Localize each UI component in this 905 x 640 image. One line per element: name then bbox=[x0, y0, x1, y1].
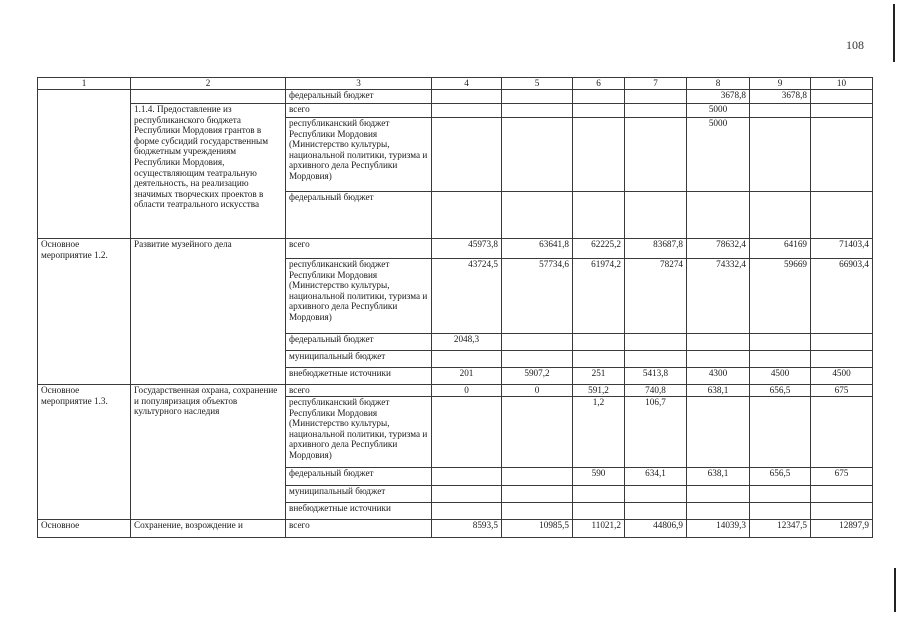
value-cell bbox=[502, 334, 573, 351]
value-cell bbox=[811, 192, 873, 239]
source-cell: всего bbox=[286, 520, 432, 538]
value-cell: 45973,8 bbox=[432, 239, 502, 259]
value-cell bbox=[502, 104, 573, 118]
value-cell bbox=[750, 397, 811, 468]
header-cell: 5 bbox=[502, 78, 573, 90]
value-cell: 44806,9 bbox=[625, 520, 687, 538]
value-cell: 74332,4 bbox=[687, 259, 750, 334]
value-cell bbox=[687, 192, 750, 239]
value-cell bbox=[432, 118, 502, 192]
value-cell bbox=[502, 468, 573, 486]
scan-artifact-top-right bbox=[893, 4, 895, 62]
value-cell bbox=[573, 334, 625, 351]
value-cell bbox=[750, 104, 811, 118]
header-cell: 9 bbox=[750, 78, 811, 90]
table-row bbox=[38, 385, 873, 397]
value-cell: 201 bbox=[432, 368, 502, 385]
value-cell: 656,5 bbox=[750, 468, 811, 486]
value-cell: 2048,3 bbox=[432, 334, 502, 351]
source-cell: муниципальный бюджет bbox=[286, 351, 432, 368]
value-cell bbox=[811, 503, 873, 520]
value-cell bbox=[573, 90, 625, 104]
value-cell: 4500 bbox=[811, 368, 873, 385]
value-cell: 5000 bbox=[687, 118, 750, 192]
value-cell bbox=[625, 192, 687, 239]
value-cell bbox=[687, 486, 750, 503]
value-cell: 43724,5 bbox=[432, 259, 502, 334]
value-cell: 591,2 bbox=[573, 385, 625, 397]
value-cell bbox=[687, 397, 750, 468]
value-cell: 638,1 bbox=[687, 385, 750, 397]
value-cell: 0 bbox=[502, 385, 573, 397]
scan-artifact-right-edge bbox=[894, 568, 896, 612]
source-cell: внебюджетные источники bbox=[286, 503, 432, 520]
activity-cell: 1.1.4. Предоставление из республиканского бюджета Республики Мордовия грантов в форме субсидий государственным бюджетным учреждениям Республики Мордовия, осуществляющим театральную деятельность, на реализацию значимых творческих проектов в области театрального искусства bbox=[131, 104, 286, 239]
value-cell bbox=[750, 486, 811, 503]
value-cell: 5000 bbox=[687, 104, 750, 118]
activity-cell bbox=[131, 90, 286, 104]
value-cell bbox=[573, 503, 625, 520]
activity-cell: Сохранение, возрождение и bbox=[131, 520, 286, 538]
value-cell bbox=[432, 351, 502, 368]
value-cell bbox=[573, 118, 625, 192]
value-cell bbox=[432, 397, 502, 468]
value-cell: 3678,8 bbox=[750, 90, 811, 104]
table-row bbox=[38, 104, 873, 118]
value-cell: 5907,2 bbox=[502, 368, 573, 385]
source-cell: республиканский бюджет Республики Мордовия (Министерство культуры, национальной политики, туризма и архивного дела Республики Мордовия) bbox=[286, 118, 432, 192]
value-cell: 63641,8 bbox=[502, 239, 573, 259]
value-cell bbox=[750, 334, 811, 351]
value-cell bbox=[432, 192, 502, 239]
source-cell: федеральный бюджет bbox=[286, 334, 432, 351]
value-cell bbox=[573, 351, 625, 368]
value-cell bbox=[573, 104, 625, 118]
value-cell: 10985,5 bbox=[502, 520, 573, 538]
value-cell bbox=[750, 351, 811, 368]
value-cell bbox=[687, 351, 750, 368]
value-cell: 740,8 bbox=[625, 385, 687, 397]
value-cell: 64169 bbox=[750, 239, 811, 259]
source-cell: республиканский бюджет Республики Мордовия (Министерство культуры, национальной политики, туризма и архивного дела Республики Мордовия) bbox=[286, 259, 432, 334]
value-cell bbox=[687, 503, 750, 520]
value-cell bbox=[625, 90, 687, 104]
source-cell: муниципальный бюджет bbox=[286, 486, 432, 503]
event-cell: Основное мероприятие 1.3. bbox=[38, 385, 131, 520]
value-cell bbox=[625, 351, 687, 368]
value-cell bbox=[811, 351, 873, 368]
activity-cell: Государственная охрана, сохранение и популяризация объектов культурного наследия bbox=[131, 385, 286, 520]
value-cell: 83687,8 bbox=[625, 239, 687, 259]
value-cell bbox=[625, 118, 687, 192]
header-cell: 10 bbox=[811, 78, 873, 90]
value-cell: 656,5 bbox=[750, 385, 811, 397]
value-cell bbox=[625, 104, 687, 118]
source-cell: федеральный бюджет bbox=[286, 468, 432, 486]
value-cell bbox=[750, 503, 811, 520]
value-cell bbox=[625, 486, 687, 503]
source-cell: федеральный бюджет bbox=[286, 90, 432, 104]
source-cell: внебюджетные источники bbox=[286, 368, 432, 385]
value-cell bbox=[750, 118, 811, 192]
value-cell: 78632,4 bbox=[687, 239, 750, 259]
value-cell: 59669 bbox=[750, 259, 811, 334]
value-cell bbox=[625, 503, 687, 520]
value-cell: 0 bbox=[432, 385, 502, 397]
value-cell bbox=[502, 503, 573, 520]
value-cell bbox=[502, 192, 573, 239]
value-cell: 14039,3 bbox=[687, 520, 750, 538]
value-cell: 71403,4 bbox=[811, 239, 873, 259]
value-cell: 251 bbox=[573, 368, 625, 385]
value-cell bbox=[432, 468, 502, 486]
event-cell: Основное bbox=[38, 520, 131, 538]
value-cell bbox=[625, 334, 687, 351]
value-cell: 57734,6 bbox=[502, 259, 573, 334]
source-cell: всего bbox=[286, 385, 432, 397]
page-number: 108 bbox=[846, 38, 864, 52]
event-cell: Основное мероприятие 1.2. bbox=[38, 239, 131, 385]
value-cell: 12347,5 bbox=[750, 520, 811, 538]
value-cell: 66903,4 bbox=[811, 259, 873, 334]
value-cell bbox=[432, 104, 502, 118]
value-cell bbox=[432, 90, 502, 104]
value-cell bbox=[573, 486, 625, 503]
table-row bbox=[38, 239, 873, 259]
value-cell: 12897,9 bbox=[811, 520, 873, 538]
value-cell bbox=[573, 192, 625, 239]
value-cell: 106,7 bbox=[625, 397, 687, 468]
value-cell: 590 bbox=[573, 468, 625, 486]
header-cell: 1 bbox=[38, 78, 131, 90]
value-cell bbox=[811, 90, 873, 104]
value-cell bbox=[687, 334, 750, 351]
value-cell bbox=[502, 351, 573, 368]
value-cell: 8593,5 bbox=[432, 520, 502, 538]
value-cell bbox=[432, 503, 502, 520]
source-cell: всего bbox=[286, 104, 432, 118]
value-cell: 78274 bbox=[625, 259, 687, 334]
source-cell: федеральный бюджет bbox=[286, 192, 432, 239]
value-cell: 3678,8 bbox=[687, 90, 750, 104]
event-cell bbox=[38, 90, 131, 239]
value-cell bbox=[502, 90, 573, 104]
value-cell: 638,1 bbox=[687, 468, 750, 486]
table-row bbox=[38, 520, 873, 538]
header-cell: 2 bbox=[131, 78, 286, 90]
table-row bbox=[38, 90, 873, 104]
value-cell: 4300 bbox=[687, 368, 750, 385]
value-cell bbox=[750, 192, 811, 239]
value-cell bbox=[432, 486, 502, 503]
value-cell bbox=[811, 104, 873, 118]
value-cell bbox=[811, 118, 873, 192]
column-number-row bbox=[38, 78, 873, 90]
value-cell bbox=[811, 486, 873, 503]
header-cell: 8 bbox=[687, 78, 750, 90]
value-cell: 675 bbox=[811, 468, 873, 486]
header-cell: 4 bbox=[432, 78, 502, 90]
value-cell: 634,1 bbox=[625, 468, 687, 486]
value-cell bbox=[502, 118, 573, 192]
source-cell: республиканский бюджет Республики Мордовия (Министерство культуры, национальной политики, туризма и архивного дела Республики Мордовия) bbox=[286, 397, 432, 468]
header-cell: 6 bbox=[573, 78, 625, 90]
value-cell bbox=[811, 397, 873, 468]
activity-cell: Развитие музейного дела bbox=[131, 239, 286, 385]
source-cell: всего bbox=[286, 239, 432, 259]
value-cell bbox=[502, 486, 573, 503]
value-cell: 675 bbox=[811, 385, 873, 397]
value-cell bbox=[811, 334, 873, 351]
value-cell: 11021,2 bbox=[573, 520, 625, 538]
value-cell: 61974,2 bbox=[573, 259, 625, 334]
budget-table bbox=[37, 77, 873, 538]
value-cell: 62225,2 bbox=[573, 239, 625, 259]
header-cell: 3 bbox=[286, 78, 432, 90]
value-cell: 1,2 bbox=[573, 397, 625, 468]
value-cell bbox=[502, 397, 573, 468]
value-cell: 4500 bbox=[750, 368, 811, 385]
header-cell: 7 bbox=[625, 78, 687, 90]
value-cell: 5413,8 bbox=[625, 368, 687, 385]
